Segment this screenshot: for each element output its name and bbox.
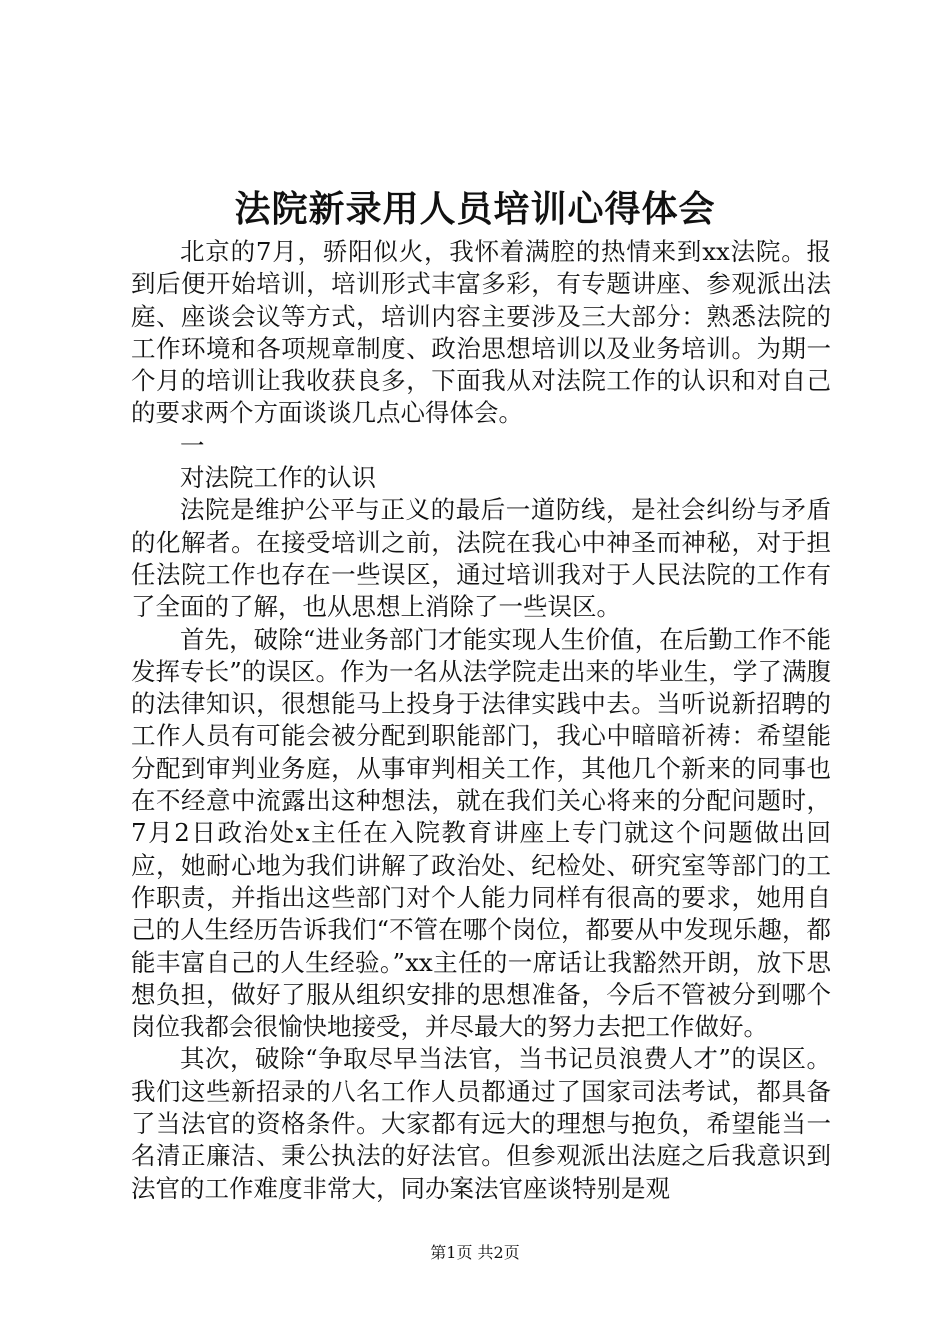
paragraph-second-point: 其次，破除“争取尽早当法官，当书记员浪费人才”的误区。我们这些新招录的八名工作人员都通过了国家司法考试，都具备了当法官的资格条件。大家都有远大的理想与抱负，希望能当一名清正廉洁、秉公执法的好法官。但参观派出法庭之后我意识到法官的工作难度非常大，同办案法官座谈特别是观: [131, 1044, 831, 1203]
paragraph-court-role: 法院是维护公平与正义的最后一道防线，是社会纠纷与矛盾的化解者。在接受培训之前，法院在我心中神圣而神秘，对于担任法院工作也存在一些误区，通过培训我对于人民法院的工作有了全面的了解，也从思想上消除了一些误区。: [131, 495, 831, 622]
page-footer: 第1页 共2页: [430, 1243, 520, 1262]
section-heading: 对法院工作的认识: [180, 463, 376, 493]
document-title: 法院新录用人员培训心得体会: [234, 188, 716, 230]
section-number: 一: [180, 430, 205, 460]
document-body: [131, 236, 831, 1205]
paragraph-first-point: 首先，破除“进业务部门才能实现人生价值，在后勤工作不能发挥专长”的误区。作为一名从法学院走出来的毕业生，学了满腹的法律知识，很想能马上投身于法律实践中去。当听说新招聘的工作人员有可能会被分配到职能部门，我心中暗暗祈祷：希望能分配到审判业务庭，从事审判相关工作，其他几个新来的同事也在不经意中流露出这种想法，就在我们关心将来的分配问题时，7月2日政治处x主任在入院教育讲座上专门就这个问题做出回应，她耐心地为我们讲解了政治处、纪检处、研究室等部门的工作职责，并指出这些部门对个人能力同样有很高的要求，她用自己的人生经历告诉我们“不管在哪个岗位，都要从中发现乐趣，都能丰富自己的人生经验。”xx主任的一席话让我豁然开朗，放下思想负担，做好了服从组织安排的思想准备，今后不管被分到哪个岗位我都会很愉快地接受，并尽最大的努力去把工作做好。: [131, 624, 831, 1042]
paragraph-intro: 北京的7月，骄阳似火，我怀着满腔的热情来到xx法院。报到后便开始培训，培训形式丰富多彩，有专题讲座、参观派出法庭、座谈会议等方式，培训内容主要涉及三大部分：熟悉法院的工作环境和各项规章制度、政治思想培训以及业务培训。为期一个月的培训让我收获良多，下面我从对法院工作的认识和对自己的要求两个方面谈谈几点心得体会。: [131, 237, 831, 428]
